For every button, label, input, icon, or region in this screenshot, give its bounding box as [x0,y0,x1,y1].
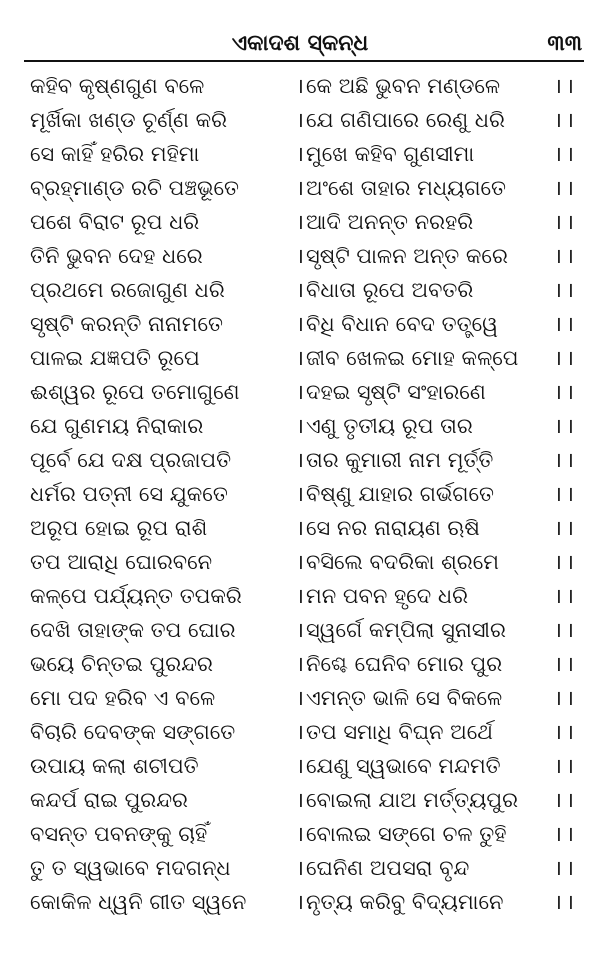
half-separator: । [296,74,304,98]
half-separator: । [296,312,304,336]
verse-second-half: ଯେଣୁ ସ୍ୱଭାବେ ମନ୍ଦମତି [306,754,501,778]
verse-first-half: ଭୟେ ଚିନ୍ତଇ ପୁରନ୍ଦର [30,652,213,676]
verse-first-half: ବ୍ରହ୍ମାଣ୍ଡ ରଚି ପଞ୍ଚଭୂତେ [30,176,240,200]
verse-end-mark: ।। [554,380,578,404]
verse-end-mark: ।। [554,584,578,608]
verse-first-half: ଅରୂପ ହୋଇ ରୂପ ରାଶି [30,516,208,540]
verse-first-half: କୋକିଳ ଧ୍ୱନି ଗୀତ ସ୍ୱନେ [30,890,247,914]
verse-row [0,442,600,476]
page-number: ୩୩ [547,31,582,56]
verse-end-mark: ।। [554,754,578,778]
verse-second-half: ଏମନ୍ତ ଭାଳି ସେ ବିକଳେ [306,686,503,710]
verse-end-mark: ।। [554,210,578,234]
verse-end-mark: ।। [554,652,578,676]
verse-second-half: ସୃଷ୍ଟି ପାଳନ ଅନ୍ତ କରେ [306,244,508,268]
half-separator: । [296,244,304,268]
verse-end-mark: ।। [554,516,578,540]
half-separator: । [296,822,304,846]
verse-first-half: ବିଚାରି ଦେବଙ୍କ ସଙ୍ଗତେ [30,720,236,744]
half-separator: । [296,516,304,540]
verse-row [0,238,600,272]
verse-first-half: ଧର୍ମର ପତ୍ନୀ ସେ ଯୁକତେ [30,482,228,506]
verse-second-half: ନିଶ୍ଚେ ଘେନିବ ମୋର ପୁର [306,652,503,676]
verse-second-half: ଜୀବ ଖେଳଇ ମୋହ କଳ୍ପେ [306,346,519,370]
verse-first-half: ଦେଖି ତାହାଙ୍କ ତପ ଘୋର [30,618,236,642]
verse-second-half: ଏଣୁ ତୃତୀୟ ରୂପ ତାର [306,414,473,438]
verse-first-half: ବସନ୍ତ ପବନଙ୍କୁ ଚାହିଁ [30,822,208,846]
verse-first-half: ତୁ ତ ସ୍ୱଭାବେ ମଦଗନ୍ଧ [30,856,231,880]
verse-row [0,544,600,578]
verse-end-mark: ।। [554,108,578,132]
verse-end-mark: ।। [554,346,578,370]
verse-row [0,578,600,612]
verse-row [0,476,600,510]
verse-end-mark: ।। [554,244,578,268]
verse-row [0,136,600,170]
half-separator: । [296,448,304,472]
verse-second-half: ଯେ ଗଣିପାରେ ରେଣୁ ଧରି [306,108,505,132]
verse-end-mark: ।। [554,822,578,846]
half-separator: । [296,788,304,812]
verse-second-half: ବିଧି ବିଧାନ ବେଦ ତତ୍ତ୍ୱେ [306,312,498,336]
verse-second-half: ବିଷ୍ଣୁ ଯାହାର ଗର୍ଭଗତେ [306,482,495,506]
verse-row [0,680,600,714]
verse-end-mark: ।। [554,482,578,506]
verse-end-mark: ।। [554,142,578,166]
half-separator: । [296,720,304,744]
verse-row [0,612,600,646]
verse-second-half: ତାର କୁମାରୀ ନାମ ମୂର୍ତ୍ତି [306,448,494,472]
verse-second-half: ଅଂଶେ ତାହାର ମଧ୍ୟଗତେ [306,176,506,200]
verse-second-half: ସେ ନର ନାରାୟଣ ଋଷି [306,516,480,540]
verse-end-mark: ।। [554,890,578,914]
half-separator: । [296,618,304,642]
half-separator: । [296,142,304,166]
verse-first-half: ମୋ ପଦ ହରିବ ଏ ବଳେ [30,686,216,710]
verse-row [0,68,600,102]
verse-first-half: ତିନି ଭୁବନ ଦେହ ଧରେ [30,244,203,268]
verse-row [0,374,600,408]
half-separator: । [296,278,304,302]
half-separator: । [296,550,304,574]
half-separator: । [296,414,304,438]
verse-end-mark: ।। [554,856,578,880]
verse-first-half: ମୂର୍ଖିକା ଖଣ୍ଡ ଚୂର୍ଣ୍ଣ କରି [30,108,228,132]
verse-end-mark: ।। [554,278,578,302]
verse-second-half: ବୋଲଇ ସଙ୍ଗେ ଚଳ ତୁହି [306,822,507,846]
verse-row [0,646,600,680]
verse-end-mark: ।। [554,176,578,200]
verse-row [0,170,600,204]
verse-first-half: କଳ୍ପେ ପର୍ଯ୍ୟନ୍ତ ତପକରି [30,584,242,608]
verse-second-half: ମନ ପବନ ହୃଦେ ଧରି [306,584,469,608]
verse-first-half: କନ୍ଦର୍ପ ରାଇ ପୁରନ୍ଦର [30,788,188,812]
verse-end-mark: ।। [554,788,578,812]
verse-row [0,850,600,884]
verse-row [0,272,600,306]
verse-first-half: ସେ କାହିଁ ହରିର ମହିମା [30,142,200,166]
verse-first-half: ତପ ଆରାଧି ଘୋରବନେ [30,550,213,574]
half-separator: । [296,176,304,200]
verse-row [0,340,600,374]
half-separator: । [296,652,304,676]
verse-second-half: ମୁଖେ କହିବ ଗୁଣସୀମା [306,142,475,166]
half-separator: । [296,856,304,880]
half-separator: । [296,108,304,132]
verse-second-half: ତପ ସମାଧି ବିଘ୍ନ ଅର୍ଥେ [306,720,493,744]
verse-second-half: ବୋଇଲା ଯାଅ ମର୍ତ୍ତ୍ୟପୁର [306,788,519,812]
verse-end-mark: ।। [554,720,578,744]
half-separator: । [296,754,304,778]
verse-end-mark: ।। [554,448,578,472]
verse-row [0,204,600,238]
verse-end-mark: ।। [554,74,578,98]
verse-second-half: ଆଦି ଅନନ୍ତ ନରହରି [306,210,474,234]
verse-row [0,408,600,442]
half-separator: । [296,482,304,506]
verse-second-half: ସ୍ୱର୍ଗେ କମ୍ପିଲା ସୁନାସୀର [306,618,506,642]
verse-first-half: ପ୍ରଥମେ ରଜୋଗୁଣ ଧରି [30,278,225,302]
verse-row [0,884,600,918]
verse-end-mark: ।। [554,686,578,710]
verse-second-half: ବସିଲେ ବଦରିକା ଶ୍ରମେ [306,550,499,574]
header-rule [24,60,584,62]
half-separator: । [296,346,304,370]
verse-first-half: ପୂର୍ବେ ଯେ ଦକ୍ଷ ପ୍ରଜାପତି [30,448,232,472]
verse-first-half: ଉପାୟ କଲା ଶଚୀପତି [30,754,199,778]
verse-end-mark: ।। [554,312,578,336]
verse-row [0,816,600,850]
half-separator: । [296,890,304,914]
verse-row [0,714,600,748]
verse-first-half: ଈଶ୍ୱର ରୂପେ ତମୋଗୁଣେ [30,380,240,404]
verse-second-half: ଦହଇ ସୃଷ୍ଟି ସଂହାରଣେ [306,380,486,404]
verse-first-half: ଯେ ଗୁଣମୟ ନିରାକାର [30,414,204,438]
verse-second-half: ଘେନିଣ ଅପସରା ବୃନ୍ଦ [306,856,470,880]
verse-end-mark: ।। [554,618,578,642]
chapter-title: ଏକାଦଶ ସ୍କନ୍ଧ [231,31,369,56]
verse-row [0,306,600,340]
page-header [0,0,600,62]
half-separator: । [296,584,304,608]
verse-row [0,748,600,782]
verse-second-half: କେ ଅଛି ଭୁବନ ମଣ୍ଡଳେ [306,74,501,98]
verse-end-mark: ।। [554,550,578,574]
half-separator: । [296,210,304,234]
verse-first-half: ପଶେ ବିରାଟ ରୂପ ଧରି [30,210,200,234]
verse-row [0,510,600,544]
verse-first-half: କହିବ କୃଷ୍ଣଗୁଣ ବଳେ [30,74,205,98]
verse-end-mark: ।। [554,414,578,438]
verse-second-half: ନୃତ୍ୟ କରିବୁ ବିଦ୍ୟମାନେ [306,890,504,914]
half-separator: । [296,380,304,404]
verse-first-half: ସୃଷ୍ଟି କରନ୍ତି ନାନାମତେ [30,312,223,336]
half-separator: । [296,686,304,710]
verse-list [0,68,600,918]
verse-row [0,782,600,816]
verse-row [0,102,600,136]
verse-first-half: ପାଳଇ ଯଜ୍ଞପତି ରୂପେ [30,346,200,370]
verse-second-half: ବିଧାତା ରୂପେ ଅବତରି [306,278,474,302]
